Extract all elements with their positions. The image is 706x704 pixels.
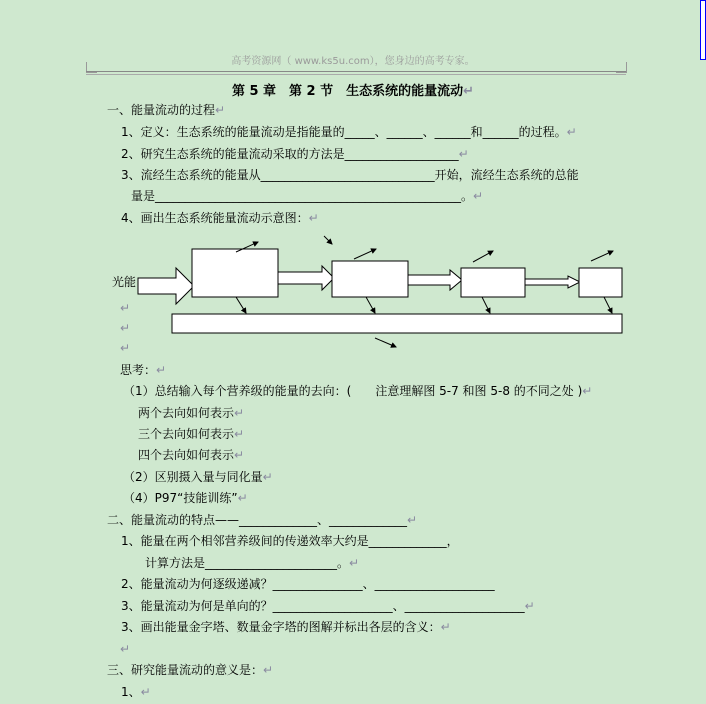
- section1-item3-line2: 量是___________________________________________________。↵: [131, 189, 484, 203]
- respiration-arrow-2-icon: [354, 249, 376, 259]
- decomposer-out-arrow-icon: [375, 338, 396, 347]
- trophic-box-2: [332, 261, 408, 297]
- section2-item3: 3、能量流动为何是单向的？____________________、____________________↵: [121, 599, 535, 613]
- section2-item1-line1: 1、能量在两个相邻营养级间的传递效率大约是_____________，: [121, 534, 459, 548]
- empty-paragraph-mark: ↵: [120, 341, 131, 355]
- decomposer-arrow-2-icon: [366, 297, 375, 313]
- section1-item3-line1: 3、流经生态系统的能量从_____________________________开始，流经生态系统的总能: [121, 168, 579, 182]
- section2-item1-line2: 计算方法是______________________。↵: [145, 556, 360, 570]
- section1-heading: 一、能量流动的过程↵: [107, 103, 226, 117]
- thinking-q1: （1）总结输入每个营养级的能量的去向：( 注意理解图 5-7 和图 5-8 的不同之处 )↵: [123, 384, 593, 398]
- section3-heading: 三、研究能量流动的意义是：↵: [107, 663, 274, 677]
- decomposer-bar: [172, 314, 622, 333]
- decomposer-arrow-4-icon: [604, 297, 612, 313]
- section1-item2: 2、研究生态系统的能量流动采取的方法是___________________↵: [121, 147, 469, 161]
- section1-item4: 4、画出生态系统能量流动示意图：↵: [121, 211, 319, 225]
- section1-item1: 1、定义：生态系统的能量流动是指能量的_____、______、______和______的过程。↵: [121, 125, 577, 139]
- section3-item1: 1、↵: [121, 685, 151, 699]
- section2-heading: 二、能量流动的特点——_____________、_____________↵: [107, 513, 418, 527]
- decomposer-arrow-1-icon: [236, 297, 246, 313]
- thinking-q1c: 四个去向如何表示↵: [138, 448, 245, 462]
- respiration-arrow-3-icon: [473, 251, 493, 262]
- thinking-heading: 思考：↵: [120, 363, 167, 377]
- flow-arrow-1-icon: [278, 266, 334, 290]
- respiration-arrow-4-icon: [591, 251, 613, 261]
- thinking-q1a: 两个去向如何表示↵: [138, 406, 245, 420]
- input-arrow-icon: [138, 268, 194, 304]
- document-title: 第 5 章 第 2 节 生态系统的能量流动↵: [231, 84, 475, 99]
- empty-paragraph-mark: ↵: [120, 301, 131, 315]
- empty-paragraph-mark: ↵: [120, 321, 131, 335]
- thinking-q4: （4）P97“技能训练”↵: [123, 491, 248, 505]
- section2-item4: 3、画出能量金字塔、数量金字塔的图解并标出各层的含义：↵: [121, 620, 451, 634]
- section2-item2: 2、能量流动为何逐级递减？_______________、____________________: [121, 577, 495, 591]
- decomposer-arrow-3-icon: [482, 297, 490, 313]
- floating-arrow-1-icon: [324, 236, 332, 244]
- empty-paragraph-mark: ↵: [120, 642, 131, 656]
- trophic-box-1: [192, 249, 278, 297]
- flow-arrow-3-icon: [525, 276, 580, 288]
- input-label: 光能: [112, 275, 137, 289]
- page-header-source: 高考资源网（ www.ks5u.com），您身边的高考专家。: [231, 56, 475, 67]
- thinking-q2: （2）区别摄入量与同化量↵: [123, 470, 273, 484]
- trophic-box-4: [579, 268, 622, 297]
- trophic-box-3: [461, 268, 525, 297]
- thinking-q1b: 三个去向如何表示↵: [138, 427, 245, 441]
- flow-arrow-2-icon: [408, 270, 462, 290]
